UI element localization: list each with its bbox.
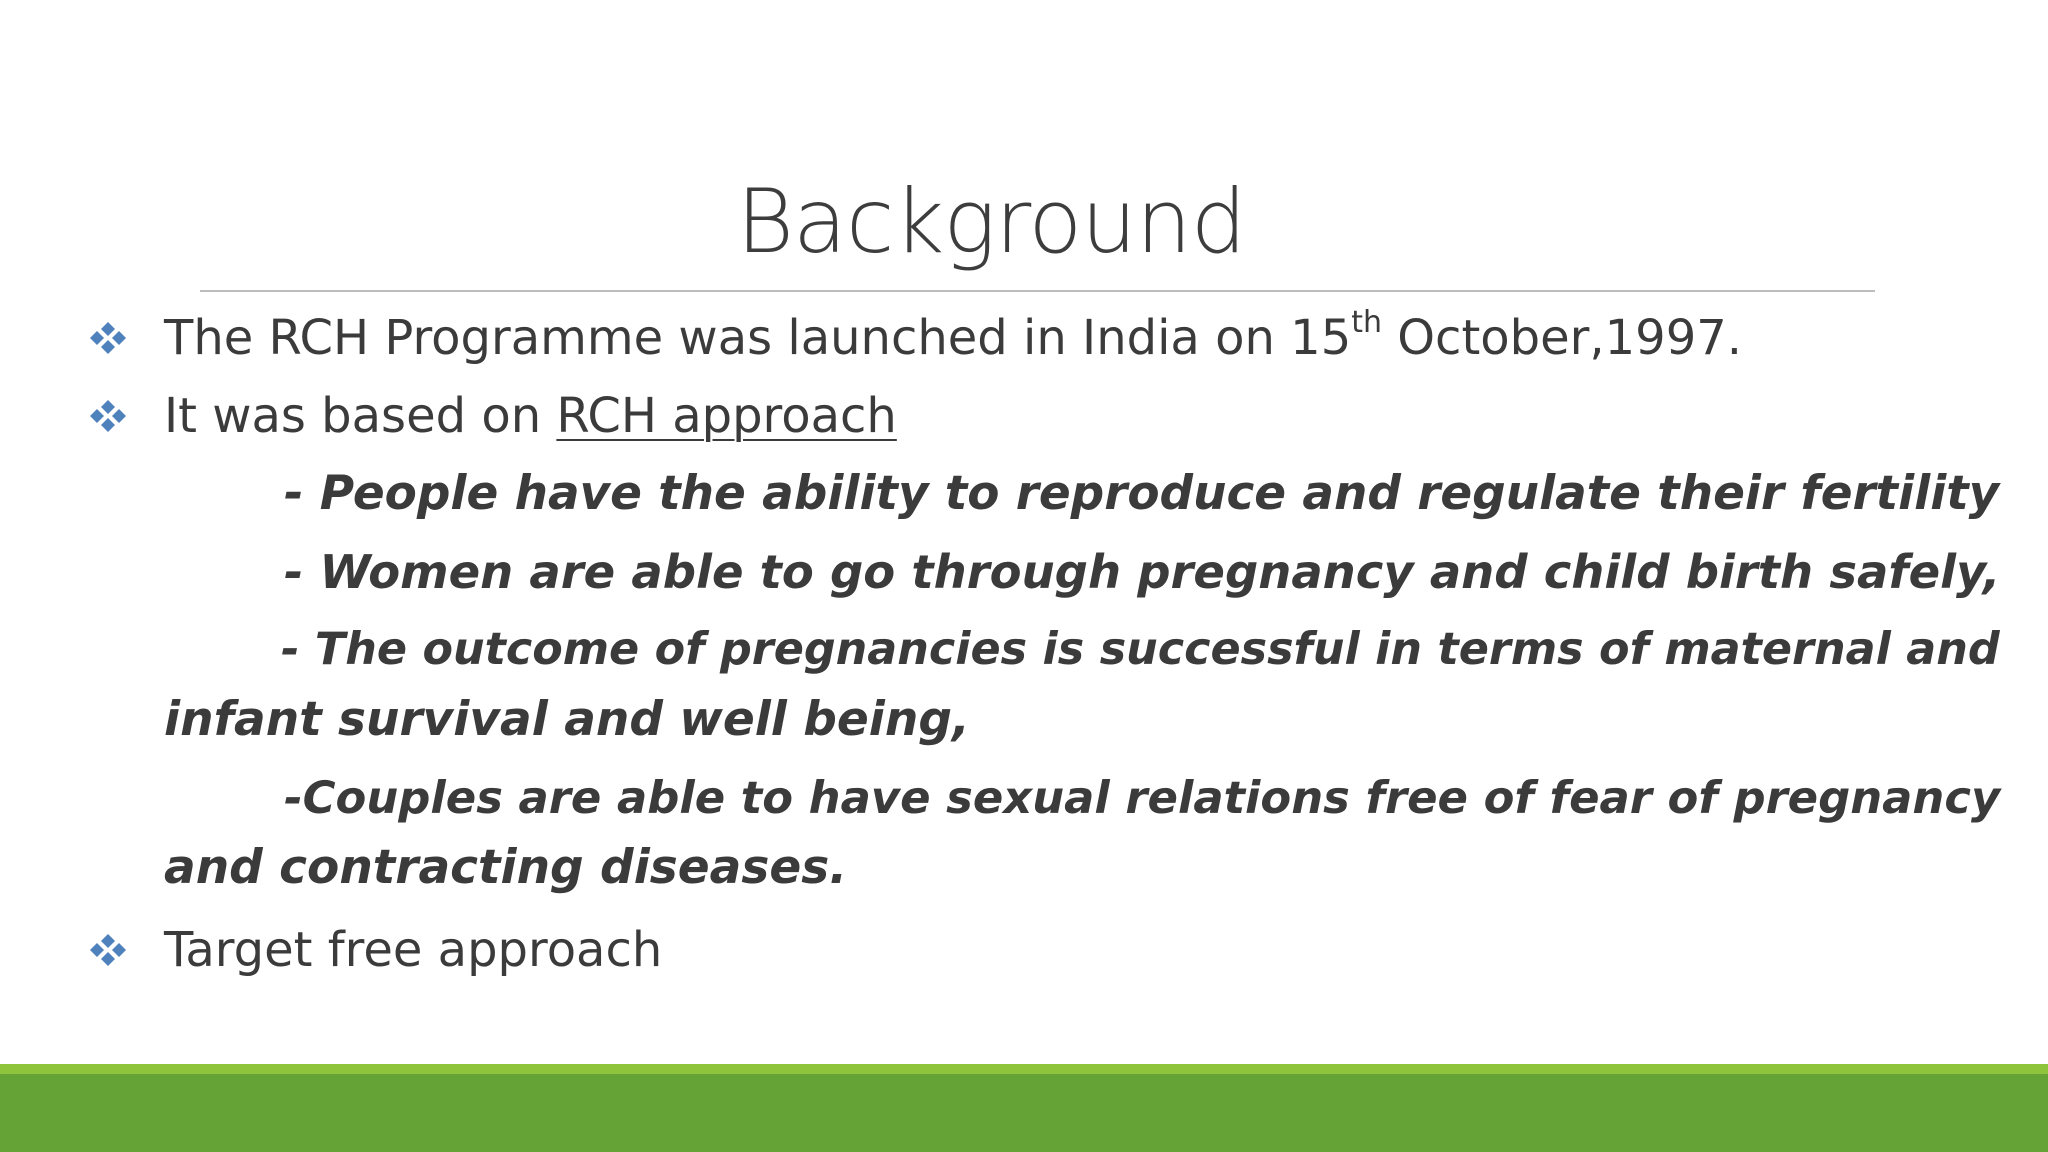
bullet-launch-date-text: October,1997. [1382, 310, 1743, 366]
sub-point-outcome-cont: infant survival and well being, [164, 692, 970, 747]
sub-point-outcome: - The outcome of pregnancies is successful in terms of maternal and [281, 624, 2000, 675]
sub-point-couples-cont: and contracting diseases. [164, 840, 848, 895]
bullet-rch-text: It was based on [164, 388, 557, 444]
bullet-launch-text: The RCH Programme was launched in India on 15 [164, 310, 1352, 366]
sub-point-safe-pregnancy: - Women are able to go through pregnancy and child birth safely, [284, 545, 2001, 599]
bullet-launch-date [164, 306, 1742, 370]
footer-bar [0, 1074, 2048, 1152]
slide-title: Background [736, 170, 1246, 273]
four-diamond-bullet-icon [86, 394, 130, 438]
title-divider [200, 290, 1875, 292]
rch-approach-link: RCH approach [556, 388, 897, 444]
bullet-rch-approach [164, 384, 897, 448]
ordinal-suffix: th [1351, 305, 1383, 340]
sub-point-fertility: - People have the ability to reproduce and regulate their fertility [284, 466, 2000, 521]
bullet-target-free: Target free approach [164, 922, 663, 978]
four-diamond-bullet-icon [86, 928, 130, 972]
four-diamond-bullet-icon [86, 316, 130, 360]
sub-point-couples: -Couples are able to have sexual relations free of fear of pregnancy [284, 771, 2001, 824]
footer-accent-bar [0, 1064, 2048, 1074]
